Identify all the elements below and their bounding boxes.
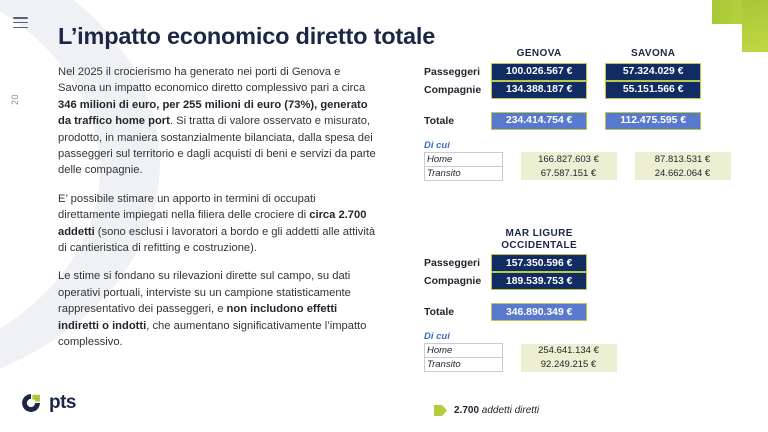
paragraph-1-part-a: Nel 2025 il crocierismo ha generato nei porti di Genova e Savona un impatto economico diretto complessivo pari a circa [58,66,366,95]
ports-table-header-row [424,48,701,63]
corner-green-side-bar [742,0,768,52]
cell-passeggeri-basin: 157.350.596 € [491,254,587,272]
column-header-line-1: MAR LIGURE [505,228,573,239]
column-header-mar-ligure-occidentale [491,228,587,254]
legend-value: 2.700 [454,405,480,416]
row-label-compagnie: Compagnie [424,83,482,96]
ports-breakdown-label: Di cui [424,139,450,151]
paragraph-1-part-c: . Si tratta di valore osservato e misurato, prodotto, in maniera sostanzialmente bilanciata, dalla spesa dei passeggeri sul territorio e dagli acquisti di beni e servizi da parte delle compagnie. [58,115,376,177]
basin-breakdown-label: Di cui [424,331,450,342]
column-header-savona: SAVONA [630,48,676,59]
breakdown-gap [503,166,521,180]
legend [434,405,539,416]
legend-marker-icon [434,405,447,416]
breakdown-transito-genova: 67.587.151 € [521,166,617,180]
ports-breakdown-table [424,152,731,181]
breakdown-transito-basin: 92.249.215 € [521,358,617,372]
corner-green-decoration [690,0,768,52]
paragraph-1-highlight: 346 milioni di euro, per 255 milioni di euro (73%), generato da traffico home port [58,98,368,128]
breakdown-gap [503,344,521,358]
row-label-compagnie-basin: Compagnie [424,275,482,287]
table-row [424,254,587,272]
paragraph-2 [58,191,376,257]
paragraph-3-highlight: non includono effetti indiretti o indotti [58,303,338,332]
column-gap [587,48,605,63]
cell-compagnie-basin: 189.539.753 € [491,272,587,290]
paragraph-2-part-c: (sono esclusi i lavoratori a bordo e gli addetti alle attività di cantieristica di refitting e costruzione). [58,225,376,255]
hamburger-line [13,17,28,19]
breakdown-home-basin: 254.641.134 € [521,344,617,358]
basin-table-corner [424,228,491,254]
cell-totale-genova: 234.414.754 € [491,112,587,130]
row-label-passeggeri: Passeggeri [424,65,481,78]
hamburger-icon[interactable] [13,17,28,31]
paragraph-3 [58,268,376,350]
breakdown-home-genova: 166.827.603 € [521,152,617,166]
hamburger-line [13,27,28,29]
ports-table-corner [424,48,491,63]
column-gap [587,81,605,99]
logo [20,392,76,414]
cell-totale-savona: 112.475.595 € [605,112,701,130]
breakdown-row [425,344,617,358]
ports-table [424,48,701,130]
legend-text [454,405,539,416]
basin-table-header-row [424,228,587,254]
cell-passeggeri-genova: 100.026.567 € [491,63,587,81]
logo-text: pts [49,392,76,413]
paragraph-3-part-c: , che aumentano significativamente l’impatto complessivo. [58,319,367,349]
breakdown-label-transito-basin: Transito [425,358,503,372]
cell-compagnie-genova: 134.388.187 € [491,81,587,99]
cell-totale-basin: 346.890.349 € [491,303,587,321]
paragraph-2-highlight: circa 2.700 addetti [58,209,367,238]
breakdown-row [425,358,617,372]
breakdown-gap [503,358,521,372]
breakdown-transito-savona: 24.662.064 € [635,166,731,180]
breakdown-home-savona: 87.813.531 € [635,152,731,166]
table-spacer [424,290,587,303]
breakdown-label-home-basin: Home [425,344,503,358]
cell-passeggeri-savona: 57.324.029 € [605,63,701,81]
breakdown-row [425,152,731,166]
basin-breakdown-table [424,343,617,372]
column-header-line-2: OCCIDENTALE [501,239,578,251]
table-row [424,63,701,81]
page-number: 20 [10,93,20,105]
pts-logo-icon [20,392,42,414]
column-gap [587,112,605,130]
legend-label: addetti diretti [479,405,540,416]
breakdown-label-home: Home [425,152,503,166]
paragraph-1 [58,64,376,179]
table-row [424,272,587,290]
breakdown-label-transito: Transito [425,166,503,180]
row-label-totale-basin: Totale [424,306,455,318]
table-total-row [424,112,701,130]
table-spacer-row [424,290,587,303]
ports-data-panel [424,48,754,181]
table-spacer [424,99,701,112]
breakdown-gap [503,152,521,166]
breakdown-row [425,166,731,180]
column-gap [587,63,605,81]
basin-data-panel [424,228,754,372]
page-title: L’impatto economico diretto totale [58,23,436,49]
paragraph-2-part-a: E’ possibile stimare un apporto in termini di occupati direttamente impiegati nella filiera delle crociere di [58,192,316,222]
table-row [424,81,701,99]
row-label-totale: Totale [424,114,455,127]
cell-compagnie-savona: 55.151.566 € [605,81,701,99]
table-total-row [424,303,587,321]
breakdown-gap [617,166,635,180]
basin-table [424,228,587,321]
body-text-column [58,64,376,363]
row-label-passeggeri-basin: Passeggeri [424,257,481,269]
table-spacer-row [424,99,701,112]
paragraph-3-part-a: Le stime si fondano su rilevazioni dirette sul campo, su dati operativi portuali, interviste su un campione statisticamente rappresentativo dei passeggeri, e [58,270,351,316]
hamburger-line [13,22,28,24]
breakdown-gap [617,152,635,166]
column-header-genova: GENOVA [516,48,562,59]
